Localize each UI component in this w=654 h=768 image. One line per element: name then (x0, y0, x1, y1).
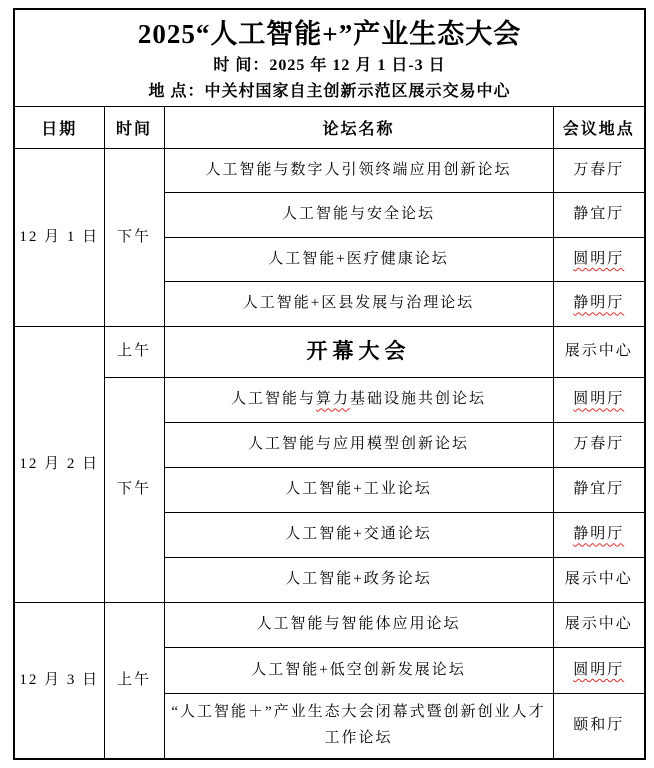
conference-venue: 地 点：中关村国家自主创新示范区展示交易中心 (148, 83, 511, 100)
conference-title: 2025“人工智能+”产业生态大会 (137, 19, 522, 49)
forum-cell: 人工智能与数字人引领终端应用创新论坛 (164, 149, 553, 193)
spellcheck-squiggle: 静明厅 (573, 295, 625, 312)
table-row (14, 378, 645, 423)
table-header-row (14, 107, 645, 149)
venue-cell: 展示中心 (553, 327, 645, 378)
schedule-table (13, 8, 646, 760)
spellcheck-squiggle: 圆明厅 (573, 250, 625, 267)
table-row (14, 327, 645, 378)
venue-cell: 万春厅 (553, 149, 645, 193)
forum-cell: 人工智能+医疗健康论坛 (164, 238, 553, 282)
venue-cell: 颐和厅 (553, 694, 645, 759)
venue-cell: 静宜厅 (553, 468, 645, 513)
time-cell: 下午 (104, 378, 164, 603)
forum-cell: 人工智能与算力基础设施共创论坛 (164, 378, 553, 423)
forum-cell: 人工智能与安全论坛 (164, 193, 553, 238)
date-cell: 12 月 3 日 (14, 603, 104, 759)
table-row (14, 603, 645, 648)
time-cell: 上午 (104, 603, 164, 759)
title-block-row (14, 9, 645, 107)
spellcheck-squiggle: 静明厅 (573, 526, 625, 543)
forum-cell: 人工智能+低空创新发展论坛 (164, 648, 553, 694)
column-header-time: 时间 (104, 107, 164, 149)
forum-cell: 人工智能+政务论坛 (164, 558, 553, 603)
forum-cell: “人工智能＋”产业生态大会闭幕式暨创新创业人才工作论坛 (164, 694, 553, 759)
venue-cell (553, 378, 645, 423)
venue-cell (553, 238, 645, 282)
forum-cell: 开幕大会 (164, 327, 553, 378)
date-cell: 12 月 2 日 (14, 327, 104, 603)
venue-cell: 展示中心 (553, 603, 645, 648)
venue-cell (553, 648, 645, 694)
spellcheck-squiggle: 圆明厅 (573, 661, 625, 678)
conference-time: 时 间：2025 年 12 月 1 日-3 日 (213, 57, 446, 74)
forum-cell: 人工智能+区县发展与治理论坛 (164, 282, 553, 327)
title-block-cell (14, 9, 645, 107)
table-row (14, 149, 645, 193)
spellcheck-squiggle: 圆明厅 (573, 391, 625, 408)
schedule-table-body (14, 149, 645, 759)
forum-cell: 人工智能+交通论坛 (164, 513, 553, 558)
date-cell: 12 月 1 日 (14, 149, 104, 327)
forum-cell: 人工智能+工业论坛 (164, 468, 553, 513)
venue-cell: 展示中心 (553, 558, 645, 603)
forum-cell: 人工智能与智能体应用论坛 (164, 603, 553, 648)
column-header-forum: 论坛名称 (164, 107, 553, 149)
forum-cell: 人工智能与应用模型创新论坛 (164, 423, 553, 468)
column-header-date: 日期 (14, 107, 104, 149)
time-cell: 上午 (104, 327, 164, 378)
venue-cell (553, 282, 645, 327)
column-header-venue: 会议地点 (553, 107, 645, 149)
time-cell: 下午 (104, 149, 164, 327)
venue-cell: 静宜厅 (553, 193, 645, 238)
venue-cell: 万春厅 (553, 423, 645, 468)
venue-cell (553, 513, 645, 558)
spellcheck-squiggle: 算力 (315, 391, 350, 408)
